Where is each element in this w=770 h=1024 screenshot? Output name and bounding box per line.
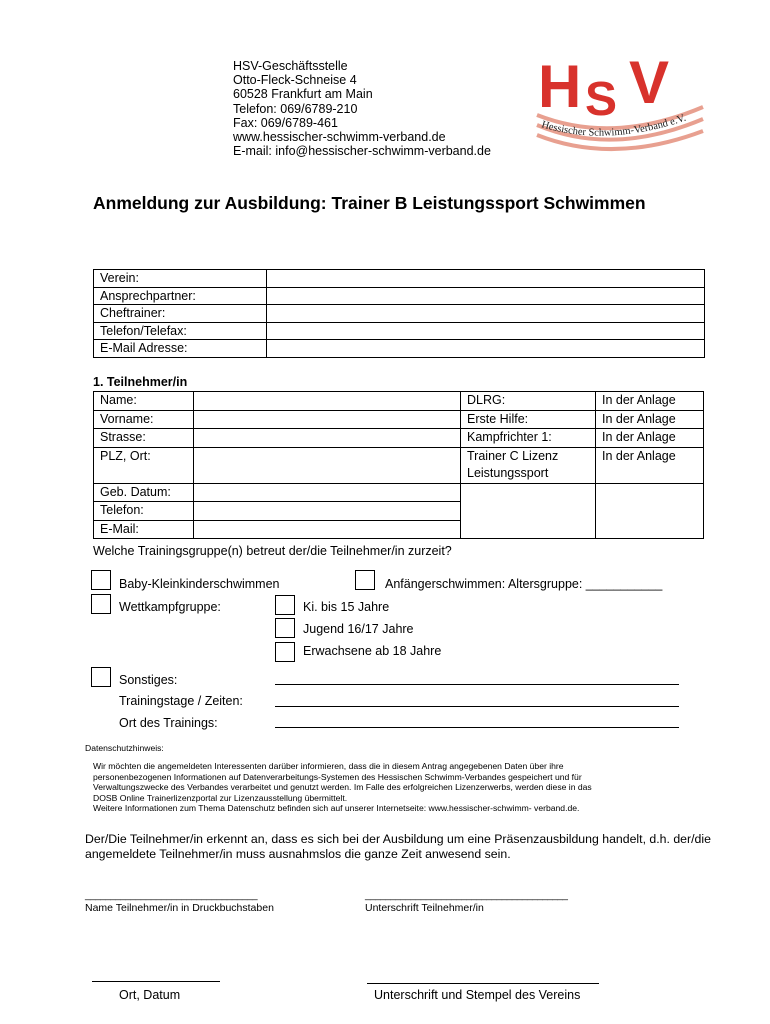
kampfrichter-status: In der Anlage xyxy=(596,429,704,448)
name-label: Name: xyxy=(94,392,194,411)
training-days-label: Trainingstage / Zeiten: xyxy=(119,694,243,708)
club-signature-label: Unterschrift und Stempel des Vereins xyxy=(374,988,581,1002)
club-signature-line[interactable] xyxy=(367,983,599,984)
adult-label: Erwachsene ab 18 Jahre xyxy=(303,644,442,658)
privacy-line: personenbezogenen Informationen auf Datenverarbeitungs-Systemen des Hessischen Schwimm-Verbandes gespeichert und für xyxy=(93,771,582,782)
verein-input[interactable] xyxy=(267,270,705,288)
cheftrainer-label: Cheftrainer: xyxy=(94,305,267,323)
ki-checkbox[interactable] xyxy=(275,595,295,615)
club-info-table xyxy=(93,269,705,358)
privacy-line: DOSB Online Trainerlizenzportal zur Lizenzausstellung übermittelt. xyxy=(93,792,348,803)
email-label: E-Mail: xyxy=(94,520,194,539)
beginner-label: Anfängerschwimmen: Altersgruppe: ___________ xyxy=(385,577,663,591)
other-input-line[interactable] xyxy=(275,684,679,685)
ki-label: Ki. bis 15 Jahre xyxy=(303,600,390,614)
office-address xyxy=(233,59,491,158)
privacy-heading: Datenschutzhinweis: xyxy=(85,743,164,753)
address-line: Fax: 069/6789-461 xyxy=(233,115,338,130)
training-days-input-line[interactable] xyxy=(275,706,679,707)
place-date-line[interactable] xyxy=(92,981,220,982)
baby-checkbox[interactable] xyxy=(91,570,111,590)
vorname-label: Vorname: xyxy=(94,410,194,429)
youth-label: Jugend 16/17 Jahre xyxy=(303,622,414,636)
participant-signature-line[interactable]: ________________________________________ xyxy=(365,890,568,901)
beginner-checkbox[interactable] xyxy=(355,570,375,590)
ansprechpartner-input[interactable] xyxy=(267,287,705,305)
adult-checkbox[interactable] xyxy=(275,642,295,662)
logo-subtitle: Hessischer Schwimm-Verband e.V. xyxy=(540,112,688,139)
empty-cell xyxy=(596,483,704,539)
telefon-telefax-input[interactable] xyxy=(267,322,705,340)
first-aid-status: In der Anlage xyxy=(596,410,704,429)
participant-signature-label: Unterschrift Teilnehmer/in xyxy=(365,902,484,914)
dlrg-label: DLRG: xyxy=(461,392,596,411)
trainer-c-license-status: In der Anlage xyxy=(596,447,704,483)
svg-text:S: S xyxy=(585,73,618,126)
email-link[interactable]: E-mail: info@hessischer-schwimm-verband.de xyxy=(233,144,491,159)
hsv-logo xyxy=(533,45,708,160)
place-date-label: Ort, Datum xyxy=(119,988,181,1002)
other-checkbox[interactable] xyxy=(91,667,111,687)
participant-table xyxy=(93,391,704,539)
telefon-telefax-label: Telefon/Telefax: xyxy=(94,322,267,340)
privacy-line: Weitere Informationen zum Thema Datenschutz befinden sich auf unserer Internetseite: www.hessischer-schwimm- verband.de. xyxy=(93,803,580,814)
name-input[interactable] xyxy=(194,392,461,411)
training-group-question: Welche Trainingsgruppe(n) betreut der/die Teilnehmer/in zurzeit? xyxy=(93,544,452,558)
trainer-c-license-label: Trainer C Lizenz Leistungssport xyxy=(461,447,596,483)
training-place-label: Ort des Trainings: xyxy=(119,716,218,730)
verein-label: Verein: xyxy=(94,270,267,288)
email-input[interactable] xyxy=(194,520,461,539)
website-link[interactable]: www.hessischer-schwimm-verband.de xyxy=(233,130,446,145)
page-title: Anmeldung zur Ausbildung: Trainer B Leistungssport Schwimmen xyxy=(93,193,646,213)
ansprechpartner-label: Ansprechpartner: xyxy=(94,287,267,305)
phone-label: Telefon: xyxy=(94,502,194,521)
other-label: Sonstiges: xyxy=(119,673,178,687)
address-line: Otto-Fleck-Schneise 4 xyxy=(233,73,357,88)
section-title-participant: 1. Teilnehmer/in xyxy=(93,375,188,389)
cheftrainer-input[interactable] xyxy=(267,305,705,323)
vorname-input[interactable] xyxy=(194,410,461,429)
address-line: HSV-Geschäftsstelle xyxy=(233,59,348,73)
phone-input[interactable] xyxy=(194,502,461,521)
strasse-label: Strasse: xyxy=(94,429,194,448)
empty-cell xyxy=(461,483,596,539)
name-signature-line[interactable]: __________________________________ xyxy=(85,890,258,901)
dlrg-status: In der Anlage xyxy=(596,392,704,411)
email-address-label: E-Mail Adresse: xyxy=(94,340,267,358)
address-line: 60528 Frankfurt am Main xyxy=(233,87,373,102)
baby-label: Baby-Kleinkinderschwimmen xyxy=(119,577,280,591)
privacy-line: Wir möchten die angemeldeten Interessenten darüber informieren, dass die in diesem Antrag angegebenen Daten über ihre xyxy=(93,761,564,771)
address-line: Telefon: 069/6789-210 xyxy=(233,101,358,116)
plz-ort-input[interactable] xyxy=(194,447,461,483)
plz-ort-label: PLZ, Ort: xyxy=(94,447,194,483)
kampfrichter-label: Kampfrichter 1: xyxy=(461,429,596,448)
birthdate-input[interactable] xyxy=(194,483,461,502)
competition-checkbox[interactable] xyxy=(91,594,111,614)
training-place-input-line[interactable] xyxy=(275,727,679,728)
email-address-input[interactable] xyxy=(267,340,705,358)
svg-text:H: H xyxy=(538,53,580,120)
privacy-text xyxy=(93,761,733,814)
strasse-input[interactable] xyxy=(194,429,461,448)
svg-text:V: V xyxy=(629,49,670,116)
youth-checkbox[interactable] xyxy=(275,618,295,638)
competition-label: Wettkampfgruppe: xyxy=(119,600,221,614)
first-aid-label: Erste Hilfe: xyxy=(461,410,596,429)
birthdate-label: Geb. Datum: xyxy=(94,483,194,502)
privacy-line: Verwaltungszwecke des Verbandes verarbeitet und genutzt werden. Im Falle des erfolgreichen Lizenzerwerbs, werden diese in das xyxy=(93,782,592,793)
name-print-label: Name Teilnehmer/in in Druckbuchstaben xyxy=(85,902,274,914)
attendance-notice: Der/Die Teilnehmer/in erkennt an, dass es sich bei der Ausbildung um eine Präsenzausbildung handelt, d.h. der/die angemeldete Teilnehmer/in muss ausnahmslos die ganze Zeit anwesend sein. xyxy=(85,832,711,861)
